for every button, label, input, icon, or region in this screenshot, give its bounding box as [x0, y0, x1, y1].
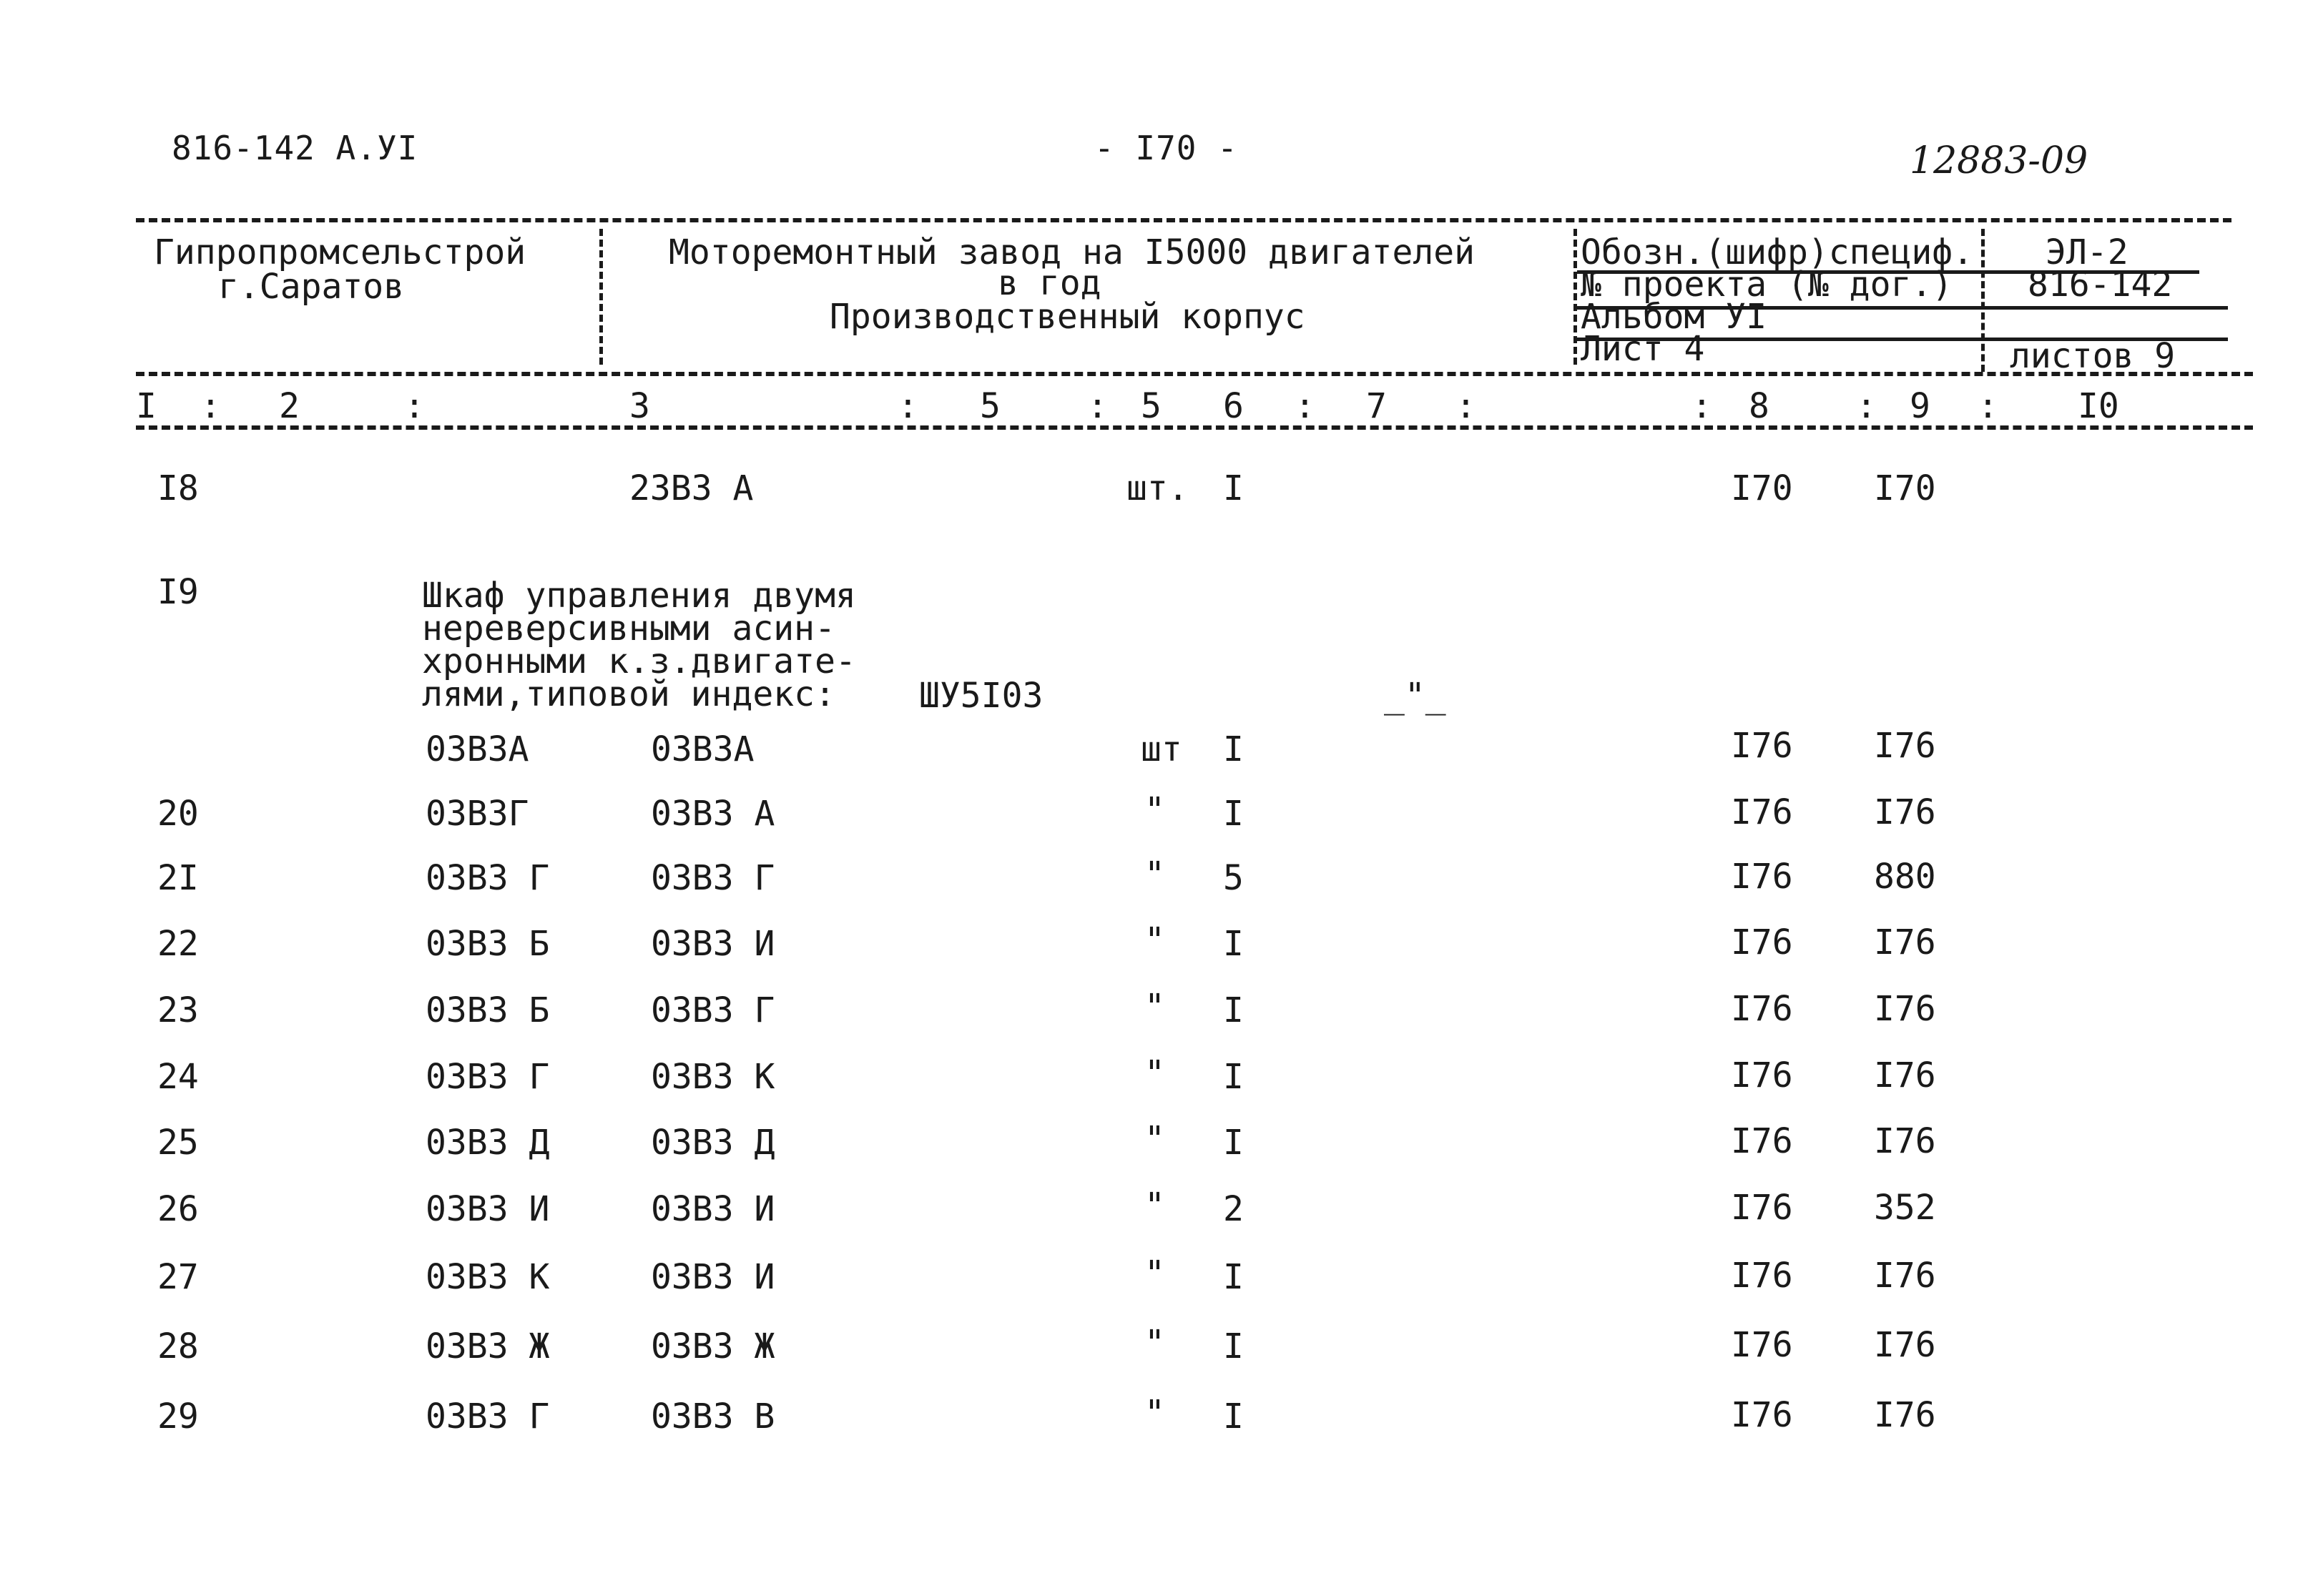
row-total: I70: [1874, 468, 1936, 508]
column-number: 2: [279, 386, 300, 426]
column-number: 6: [1223, 386, 1244, 426]
row-total: I76: [1874, 922, 1936, 962]
column-separator: :: [1087, 386, 1108, 426]
column-separator: :: [404, 386, 425, 426]
row-col2: 03В3 Д: [426, 1123, 550, 1163]
row-qty: I: [1223, 1396, 1244, 1437]
column-header-bottom-rule: [136, 425, 2253, 430]
row-col2: 03В3 И: [426, 1189, 550, 1229]
item-description-line1: Шкаф управления двумя: [422, 576, 856, 616]
row-col3: 03В3 Г: [651, 858, 775, 898]
title-block-bottom-rule: [136, 372, 2253, 376]
row-total: I76: [1874, 726, 1936, 766]
row-position: I8: [157, 468, 199, 508]
column-number: I: [136, 386, 157, 426]
sheet-label: Лист 4: [1581, 329, 1705, 369]
row-unit: ": [1144, 854, 1165, 895]
row-col3: 23В3 А: [629, 468, 754, 508]
column-number: 3: [629, 386, 650, 426]
row-qty: 2: [1223, 1189, 1244, 1229]
row-col2: 03В3 К: [426, 1257, 550, 1297]
album-label: Альбом УI: [1581, 297, 1767, 337]
row-position: 26: [157, 1189, 199, 1229]
title-divider-2: [1573, 229, 1577, 365]
row-col2: 03В3Г: [426, 794, 529, 834]
row-position: 27: [157, 1257, 199, 1297]
item-description-line2: нереверсивными асин-: [422, 609, 835, 649]
row-unit: шт: [1141, 729, 1182, 769]
row-col2: 03В3 Б: [426, 924, 550, 964]
row-qty: I: [1223, 1257, 1244, 1297]
row-col2: 03В3 Г: [426, 858, 550, 898]
archive-number: 12883-09: [1910, 139, 2088, 182]
row-total: I76: [1874, 989, 1936, 1029]
row-qty: I: [1223, 468, 1244, 508]
page-number: - I70 -: [1094, 129, 1238, 167]
row-price: I76: [1731, 726, 1793, 766]
row-price: I76: [1731, 1121, 1793, 1161]
row-total: 880: [1874, 857, 1936, 897]
row-qty: I: [1223, 1326, 1244, 1366]
row-total: I76: [1874, 1256, 1936, 1296]
row-col2: 03В3 Г: [426, 1057, 550, 1097]
title-divider-1: [599, 229, 603, 365]
column-separator: :: [1691, 386, 1712, 426]
row-position: I9: [157, 572, 199, 612]
row-unit: ": [1144, 1053, 1165, 1093]
row-qty: I: [1223, 990, 1244, 1030]
row-col3: 03В3 Г: [651, 990, 775, 1030]
row-price: I76: [1731, 1256, 1793, 1296]
row-unit: шт.: [1126, 468, 1189, 508]
row-qty: I: [1223, 794, 1244, 834]
ditto-mark: _"_: [1384, 676, 1446, 716]
row-col2: 03В3 Г: [426, 1396, 550, 1437]
row-col3: 03В3 А: [651, 794, 775, 834]
row-qty: I: [1223, 729, 1244, 769]
row-price: I76: [1731, 1188, 1793, 1228]
row-price: I76: [1731, 792, 1793, 832]
row-unit: ": [1144, 1186, 1165, 1226]
row-position: 2I: [157, 858, 199, 898]
row-col3: 03В3 В: [651, 1396, 775, 1437]
sheets-total: листов 9: [2010, 336, 2176, 376]
row-unit: ": [1144, 1323, 1165, 1363]
item-description-line4: лями,типовой индекс:: [422, 674, 835, 714]
row-total: I76: [1874, 792, 1936, 832]
row-col3: 03В3 К: [651, 1057, 775, 1097]
spec-code-value: ЭЛ-2: [2046, 232, 2128, 272]
column-separator: :: [1978, 386, 1998, 426]
row-price: I76: [1731, 989, 1793, 1029]
row-position: 24: [157, 1057, 199, 1097]
item-description-line3: хронными к.з.двигате-: [422, 641, 856, 681]
row-col3: 03В3А: [651, 729, 755, 769]
row-position: 29: [157, 1396, 199, 1437]
type-index: ШУ5I03: [919, 676, 1044, 716]
row-unit: ": [1144, 1119, 1165, 1159]
document-code: 816-142 А.УI: [172, 129, 418, 167]
row-position: 25: [157, 1123, 199, 1163]
row-col2: 03В3 Б: [426, 990, 550, 1030]
column-number: 5: [1141, 386, 1162, 426]
row-col3: 03В3 И: [651, 924, 775, 964]
title-block-top-rule: [136, 218, 2231, 222]
column-separator: :: [1455, 386, 1476, 426]
column-separator: :: [200, 386, 221, 426]
row-price: I76: [1731, 1055, 1793, 1095]
row-unit: ": [1144, 1253, 1165, 1294]
column-number: 5: [980, 386, 1001, 426]
column-number: 9: [1910, 386, 1930, 426]
row-col3: 03В3 И: [651, 1257, 775, 1297]
column-number: 7: [1366, 386, 1387, 426]
row-col3: 03В3 И: [651, 1189, 775, 1229]
row-col2: 03В3 Ж: [426, 1326, 550, 1366]
row-total: I76: [1874, 1121, 1936, 1161]
project-title-line3: Производственный корпус: [830, 297, 1305, 337]
row-position: 28: [157, 1326, 199, 1366]
row-total: I76: [1874, 1395, 1936, 1435]
row-col3: 03В3 Д: [651, 1123, 775, 1163]
row-price: I76: [1731, 1325, 1793, 1365]
row-qty: I: [1223, 1123, 1244, 1163]
spec-code-label: Обозн.(шифр)специф.: [1581, 232, 1974, 272]
row-col3: 03В3 Ж: [651, 1326, 775, 1366]
row-qty: I: [1223, 924, 1244, 964]
row-total: 352: [1874, 1188, 1936, 1228]
row-unit: ": [1144, 987, 1165, 1027]
row-col2: 03В3А: [426, 729, 529, 769]
project-number-value: 816-142: [2028, 265, 2173, 305]
row-qty: I: [1223, 1057, 1244, 1097]
project-number-label: № проекта (№ дог.): [1581, 265, 1953, 305]
row-total: I76: [1874, 1055, 1936, 1095]
row-unit: ": [1144, 790, 1165, 830]
column-separator: :: [1295, 386, 1315, 426]
title-divider-3: [1981, 229, 1985, 372]
organization-city: г.Саратов: [218, 267, 405, 307]
column-separator: :: [898, 386, 918, 426]
organization-name: Гипропромсельстрой: [154, 232, 526, 272]
row-total: I76: [1874, 1325, 1936, 1365]
row-position: 23: [157, 990, 199, 1030]
row-position: 20: [157, 794, 199, 834]
row-unit: ": [1144, 1393, 1165, 1433]
project-title-line1: Моторемонтный завод на I5000 двигателей: [669, 232, 1475, 272]
row-price: I70: [1731, 468, 1793, 508]
row-price: I76: [1731, 1395, 1793, 1435]
row-price: I76: [1731, 857, 1793, 897]
project-title-line2: в год: [998, 263, 1101, 303]
column-number: I0: [2078, 386, 2119, 426]
row-position: 22: [157, 924, 199, 964]
row-unit: ": [1144, 920, 1165, 960]
row-price: I76: [1731, 922, 1793, 962]
column-number: 8: [1749, 386, 1769, 426]
row-qty: 5: [1223, 858, 1244, 898]
column-separator: :: [1856, 386, 1877, 426]
